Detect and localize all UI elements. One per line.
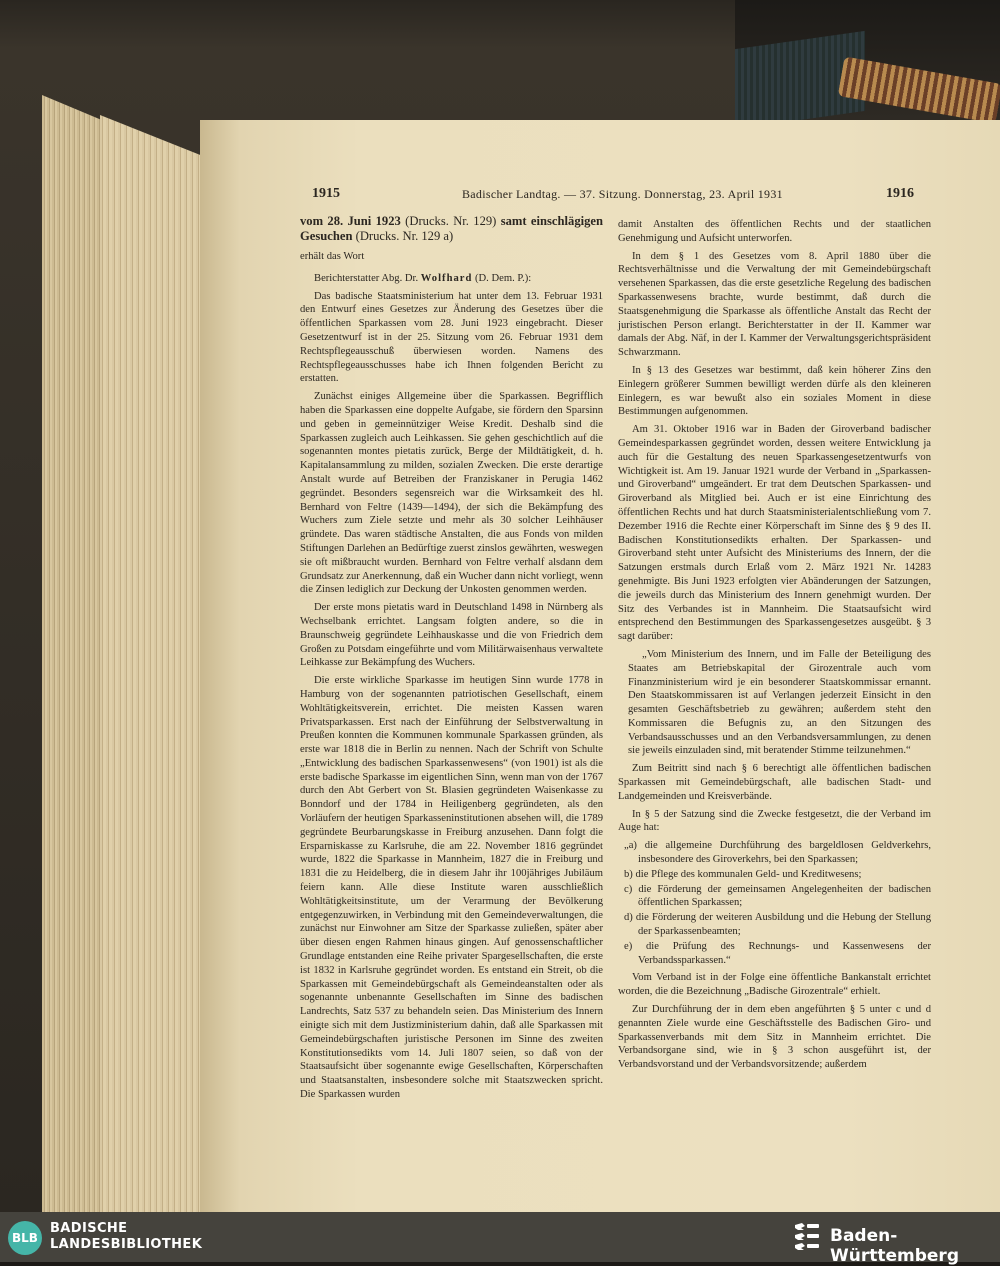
- speaker-line: Berichterstatter Abg. Dr. Wolfhard (D. Dem. P.):: [314, 272, 532, 284]
- list-item: b) die Pflege des kommunalen Geld- und Kreditwesens;: [624, 868, 862, 880]
- purpose-list: [618, 839, 931, 967]
- column-left: [300, 214, 603, 1106]
- paragraph: In § 5 der Satzung sind die Zwecke festgesetzt, die der Verband im Auge hat:: [618, 808, 931, 834]
- quoted-paragraph: „Vom Ministerium des Innern, und im Falle der Beteiligung des Staates am Betriebskapital der Girozentrale auch vom Finanzministerium wird je ein besonderer Staatskommissar ernannt. Den Staatskommissaren ist auf Verlangen jederzeit Einsicht in den gesamten Geschäftsbetrieb zu gewähren; außerdem steht den Kommissaren die Befugnis zu, an den Sitzungen des Verbandsausschusses und an den Verbandsversammlungen, zu denen sie jeweils einzuladen sind, mit beratender Stimme teilzunehmen.“: [628, 648, 931, 757]
- paragraph: Vom Verband ist in der Folge eine öffentliche Bankanstalt errichtet worden, die die Bezeichnung „Badische Girozentrale“ erhielt.: [618, 972, 931, 998]
- paragraph-wort: erhält das Wort: [300, 251, 365, 262]
- paragraph: Zur Durchführung der in dem eben angeführten § 5 unter c und d genannten Ziele wurde eine Geschäftsstelle des Badischen Giro- und Sparkassenverbands mit dem Sitz in Mannheim errichtet. Die Verbandsorgane sind, wie in § 3 schon ausgeführt ist, der Verbandsvorstand und der Verbandsvorsitzende; außerdem: [618, 1004, 931, 1071]
- paragraph: damit Anstalten des öffentlichen Rechts und der staatlichen Genehmigung und Aufsicht unterworfen.: [618, 219, 931, 244]
- speaker-name: Wolfhard: [420, 272, 473, 284]
- blb-name[interactable]: BADISCHE LANDESBIBLIOTHEK: [50, 1221, 203, 1252]
- baden-wuerttemberg-name[interactable]: Baden-Württemberg: [830, 1226, 959, 1266]
- paragraph: Am 31. Oktober 1916 war in Baden der Giroverband badischer Gemeindesparkassen gegründet worden, dessen weitere Entwicklung ja auch für die Gestaltung des neuen Sparkassengesetzentwurfs von Wichtigkeit ist. Am 19. Januar 1921 wurde der Verband in „Sparkassen- und Giroverband“ umgeändert. Er trat dem Deutschen Sparkassen- und Giroverband als Mitglied bei. Auch er ist eine Einrichtung des öffentlichen Rechts und hat durch Staatsministerialentschließung vom 7. Dezember 1916 die Rechte einer Körperschaft im Sinne des § 9 des II. Badischen Konstitutionsedikts erhalten. Der Sparkassen- und Giroverband steht unter Aufsicht des Ministeriums des Innern, der die Satzungen erstmals durch Erlaß vom 2. März 1921 Nr. 14283 genehmigte. Bis Juni 1923 erfolgten vier Abänderungen der Satzungen, die jeweils durch das Ministerium des Innern genehmigt wurden. Der Sitz des Verbandes ist in Mannheim. Die Staatsaufsicht wird entsprechend den Bestimmungen des Sparkassengesetzes ausgeübt. § 3 sagt darüber:: [618, 424, 931, 643]
- page-number-left: 1915: [312, 186, 340, 201]
- page-number-right: 1916: [886, 186, 914, 201]
- list-item: c) die Förderung der gemeinsamen Angelegenheiten der badischen öffentlichen Sparkassen;: [624, 883, 931, 909]
- viewer-footer: [0, 1212, 1000, 1266]
- running-title: Badischer Landtag. — 37. Sitzung. Donnerstag, 23. April 1931: [462, 187, 783, 201]
- paragraph: Zunächst einiges Allgemeine über die Sparkassen. Begrifflich haben die Sparkassen eine doppelte Aufgabe, sie fördern den Sparsinn und geben in gemeinnütziger Weise Kredit. Deshalb sind die Sparkassen zugleich auch Leihkassen. Sie gehen geschichtlich auf die sogenannten montes pietatis zurück, Berge der Mildtätigkeit, d. h. Kapitalansammlung zu milden, sozialen Zwecken. Die erste derartige Anstalt wurde auf Betreiben der Franziskaner in Perugia 1462 gegründet. Besonders segensreich war die Wirksamkeit des hl. Bernhard von Feltre (1439—1494), der sich die Bekämpfung des Wuchers zum Ziele setzte und mehr als 30 solcher Leihhäuser gründete. Das waren städtische Anstalten, die aus Fonds von milden Stiftungen Darlehen an Bedürftige zuerst zinslos gewährten, weswegen sie oft mißbraucht wurden. Bernhard von Feltre verhalf alsdann dem Grundsatz zur Anerkennung, daß ein Wucher dann nicht vorliegt, wenn die Zinsen lediglich zur Deckung der Unkosten genommen werden.: [300, 391, 603, 596]
- paragraph: In dem § 1 des Gesetzes vom 8. April 1880 über die Rechtsverhältnisse und die Verwaltung der mit Gemeindebürgschaft versehenen Sparkassen, das die erste gesetzliche Regelung des badischen Sparkassenwesens brachte, wurde bestimmt, daß durch die Staatsgenehmigung die Sparkasse als öffentliche Anstalt das Recht der juristischen Person erlangt. Berichterstatter in der II. Kammer war damals der Abg. Näf, in der I. Kammer der Verwaltungsgerichtspräsident Schwarzmann.: [618, 250, 931, 359]
- paragraph: In § 13 des Gesetzes war bestimmt, daß kein höherer Zins den Einlegern größerer Summen bewilligt werden dürfe als den kleineren Einlegern, es war bewußt also ein soziales Moment in diese Bestimmungen aufgenommen.: [618, 364, 931, 418]
- page-edges-inner: [100, 115, 210, 1212]
- paragraph: Zum Beitritt sind nach § 6 berechtigt alle öffentlichen badischen Sparkassen mit Gemeindebürgschaft, alle badischen Stadt- und Landgemeinden und Kreisverbände.: [618, 763, 931, 802]
- list-item: d) die Förderung der weiteren Ausbildung und die Hebung der Stellung der Sparkassenbeamten;: [624, 912, 931, 938]
- baden-wuerttemberg-lions-icon[interactable]: [792, 1221, 822, 1253]
- paragraph: Die erste wirkliche Sparkasse im heutigen Sinn wurde 1778 in Hamburg von der sogenannten patriotischen Gesellschaft, einem Wohltätigkeitsverein, errichtet. Die meisten Kassen waren Privatsparkassen. Erst nach der Einführung der Selbstverwaltung in Preußen konnten die Kommunen kommunale Sparkassen gründen, als erste war 1818 die in Berlin zu nennen. Nach der Schrift von Schulte „Entwicklung des badischen Sparkassenwesens“ (von 1901) ist als die erste badische Sparkasse im eigentlichen Sinn, wenn man von der 1767 durch den Abt Gerbert von St. Blasien gegründeten Waisenkasse zu Bonndorf und der 1784 in Heiligenberg gegründeten, als den Vorläufern der heutigen Sparkasseninstitutionen absehen will, die 1789 gegründete Beurbarungskasse in Freiburg anzusehen. Dann folgt die Ersparniskasse zu Karlsruhe, die am 22. November 1816 gegründet wurde, 1822 die Sparkasse in Mannheim, 1827 die in Freiburg und 1831 die zu Heidelberg, die in diesem Jahr ihr 100jähriges Jubiläum feiern kann. Alle diese Institute waren ausschließlich Wohltätigkeitsinstitute, um der Verarmung der Bevölkerung entgegenzuwirken, in Verbindung mit den Gemeindeverwaltungen, die zunächst nur Einwohner am Sitze der Sparkasse zuließen, später aber über diesen engen Rahmen hinaus gingen. Auf genossenschaftlicher Grundlage entstanden eine Reihe privater Spargesellschaften, die erste ist 1832 in Karlsruhe gegründet worden. Es entstand ein Streit, ob die Sparkassen mit Gemeindebürgschaft als Gemeindeanstalten oder als sogenannte unbenannte Gesellschaften im Sinne des badischen Landrechts, Satz 537 zu behandeln seien. Das Ministerium des Innern einigte sich mit dem Justizministerium dahin, daß alle Sparkassen mit Gemeindebürgschaften juristische Personen im Sinne des zweiten Konstitutionsedikts vom 14. Juli 1807 seien, so daß von der Staatsaufsicht über sogenannte ewige Gesellschaften, Körperschaften und Staatsanstalten, insbesondere solche mit Staatszwecken spricht. Die Sparkassen wurden: [300, 675, 603, 1101]
- running-header: [0, 186, 1000, 210]
- list-item: „a) die allgemeine Durchführung des bargeldlosen Geldverkehrs, insbesondere des Giroverkehrs, bei den Sparkassen;: [624, 840, 931, 866]
- column-right: [618, 218, 931, 1076]
- blb-logo[interactable]: BLB: [8, 1221, 42, 1255]
- agenda-title: vom 28. Juni 1923 (Drucks. Nr. 129) samt einschlägigen Gesuchen (Drucks. Nr. 129 a): [300, 214, 604, 243]
- paragraph: Der erste mons pietatis ward in Deutschland 1498 in Nürnberg als Wechselbank errichtet. Langsam folgten andere, so die in Braunschweig gegründete Leihhauskasse und die von Friedrich dem Großen zu Potsdam eingeführte und vom Militärwaisenhaus verwaltete Leihkasse zur Bekämpfung des Wuchers.: [300, 602, 603, 669]
- paragraph: Das badische Staatsministerium hat unter dem 13. Februar 1931 den Entwurf eines Gesetzes zur Änderung des Gesetzes über die öffentlichen Sparkassen vom 28. Juni 1923 eingebracht. Dieser Gesetzentwurf ist in der 25. Sitzung vom 26. Februar 1931 dem Rechtspflegeausschuß überwiesen worden. Namens des Rechtspflegeausschusses habe ich Ihnen folgenden Bericht zu erstatten.: [300, 290, 603, 385]
- list-item: e) die Prüfung des Rechnungs- und Kassenwesens der Verbandssparkassen.“: [624, 940, 931, 966]
